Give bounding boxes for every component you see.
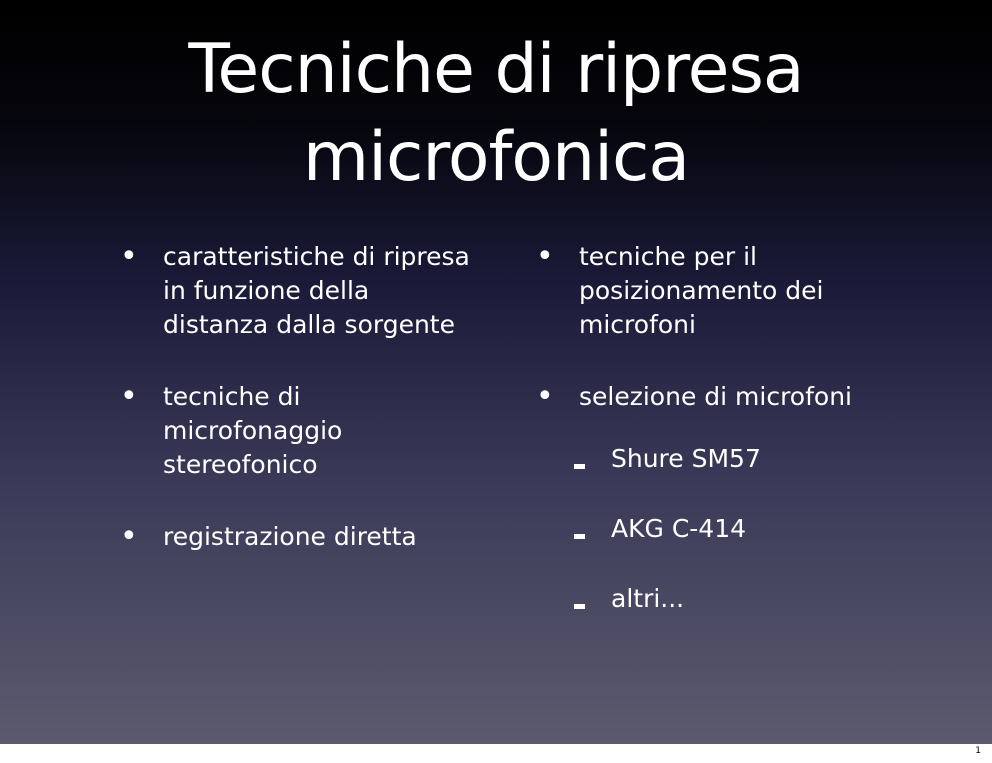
bullet-dot-icon: • <box>120 239 138 274</box>
bullet-text: tecniche di microfonaggio stereofonico <box>163 382 343 479</box>
bullet-item <box>120 380 480 482</box>
bullet-text: registrazione diretta <box>163 522 417 551</box>
right-bullet-column <box>536 240 896 654</box>
dash-bullet-icon <box>574 534 585 539</box>
sub-bullet-text: altri... <box>611 584 685 613</box>
bullet-dot-icon: • <box>536 239 554 274</box>
sub-bullet-text: AKG C-414 <box>611 514 747 543</box>
bullet-item <box>120 240 480 342</box>
slide-title <box>0 26 992 202</box>
bullet-item <box>536 240 896 342</box>
page-number: 1 <box>975 746 981 756</box>
bullet-dot-icon: • <box>536 379 554 414</box>
bullet-text: caratteristiche di ripresa in funzione della distanza dalla sorgente <box>163 242 470 339</box>
sub-bullet-item <box>536 442 896 476</box>
slide-title-line-1: Tecniche di ripresa <box>188 30 804 109</box>
bullet-text: selezione di microfoni <box>579 382 852 411</box>
bullet-dot-icon: • <box>120 519 138 554</box>
bullet-item <box>120 520 480 554</box>
slide-title-line-2: microfonica <box>302 118 690 197</box>
left-bullet-column <box>120 240 480 592</box>
bullet-dot-icon: • <box>120 379 138 414</box>
bullet-item <box>536 380 896 414</box>
bullet-text: tecniche per il posizionamento dei microfoni <box>579 242 824 339</box>
sub-bullet-item <box>536 582 896 616</box>
dash-bullet-icon <box>574 464 585 469</box>
sub-bullet-item <box>536 512 896 546</box>
dash-bullet-icon <box>574 604 585 609</box>
sub-bullet-text: Shure SM57 <box>611 444 761 473</box>
